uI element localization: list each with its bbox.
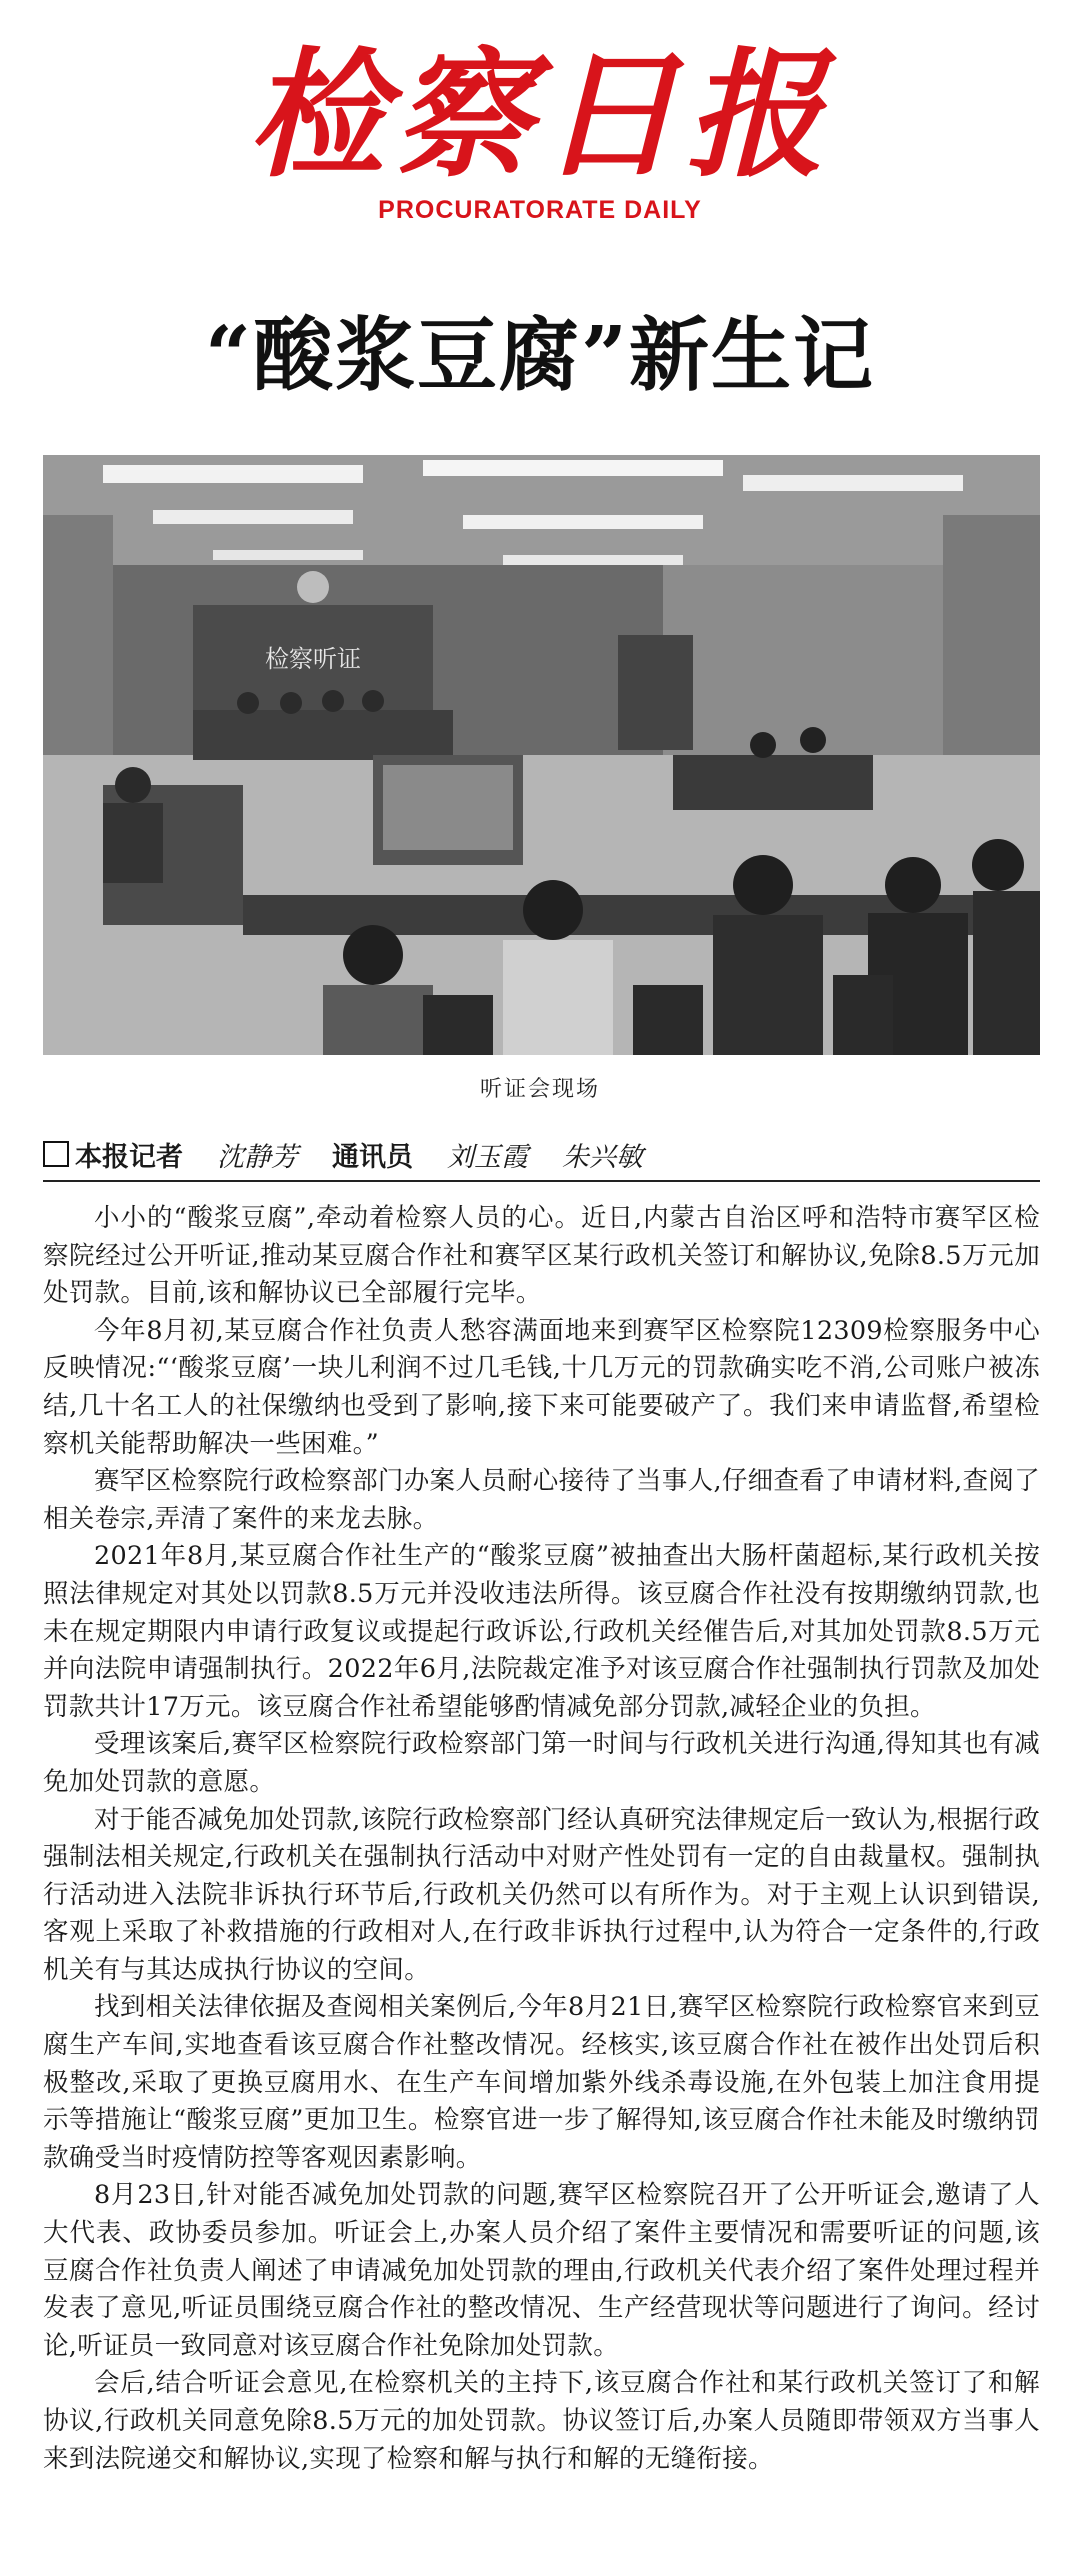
correspondent-name: 刘玉霞 [447,1141,528,1173]
article-paragraph: 会后,结合听证会意见,在检察机关的主持下,该豆腐合作社和某行政机关签订了和解协议,行政机关同意免除8.5万元的加处罚款。协议签订后,办案人员随即带领双方当事人来到法院递交和解协议,实现了检察和解与执行和解的无缝衔接。 [43,2368,1040,2474]
reporter-label: 本报记者 [75,1141,183,1173]
article-headline: “酸浆豆腐”新生记 [204,308,876,402]
hearing-photo [43,455,1040,1055]
correspondent-name: 朱兴敏 [562,1141,643,1173]
byline-box-icon [43,1141,69,1167]
masthead-subtitle: PROCURATORATE DAILY [378,196,702,224]
article-paragraph: 赛罕区检察院行政检察部门办案人员耐心接待了当事人,仔细查看了申请材料,查阅了相关卷宗,弄清了案件的来龙去脉。 [43,1466,1040,1534]
article-paragraph: 找到相关法律依据及查阅相关案例后,今年8月21日,赛罕区检察院行政检察官来到豆腐生产车间,实地查看该豆腐合作社整改情况。经核实,该豆腐合作社在被作出处罚后积极整改,采取了更换豆腐用水、在生产车间增加紫外线杀毒设施,在外包装上加注食用提示等措施让“酸浆豆腐”更加卫生。检察官进一步了解得知,该豆腐合作社未能及时缴纳罚款确受当时疫情防控等客观因素影响。 [43,1992,1040,2173]
correspondent-label: 通讯员 [332,1141,413,1173]
article-paragraph: 对于能否减免加处罚款,该院行政检察部门经认真研究法律规定后一致认为,根据行政强制法相关规定,行政机关在强制执行活动中对财产性处罚有一定的自由裁量权。强制执行活动进入法院非诉执行环节后,行政机关仍然可以有所作为。对于主观上认识到错误,客观上采取了补救措施的行政相对人,在行政非诉执行过程中,认为符合一定条件的,行政机关有与其达成执行协议的空间。 [43,1804,1040,1985]
reporter-name: 沈静芳 [217,1141,298,1173]
newspaper-masthead [0,30,1080,225]
byline-divider [43,1180,1040,1182]
article-paragraph: 今年8月初,某豆腐合作社负责人愁容满面地来到赛罕区检察院12309检察服务中心反映情况:“‘酸浆豆腐’一块儿利润不过几毛钱,十几万元的罚款确实吃不消,公司账户被冻结,几十名工人的社保缴纳也受到了影响,接下来可能要破产了。我们来申请监督,希望检察机关能帮助解决一些困难。” [43,1315,1040,1459]
wall-sign-text: 检察听证 [265,645,361,673]
article-paragraph: 小小的“酸浆豆腐”,牵动着检察人员的心。近日,内蒙古自治区呼和浩特市赛罕区检察院经过公开听证,推动某豆腐合作社和赛罕区某行政机关签订和解协议,免除8.5万元加处罚款。目前,该和解协议已全部履行完毕。 [43,1203,1040,1309]
article-paragraph: 8月23日,针对能否减免加处罚款的问题,赛罕区检察院召开了公开听证会,邀请了人大代表、政协委员参加。听证会上,办案人员介绍了案件主要情况和需要听证的问题,该豆腐合作社负责人阐述了申请减免加处罚款的理由,行政机关代表介绍了案件处理过程并发表了意见,听证员围绕豆腐合作社的整改情况、生产经营现状等问题进行了询问。经讨论,听证员一致同意对该豆腐合作社免除加处罚款。 [43,2180,1040,2361]
article-paragraph: 2021年8月,某豆腐合作社生产的“酸浆豆腐”被抽查出大肠杆菌超标,某行政机关按照法律规定对其处以罚款8.5万元并没收违法所得。该豆腐合作社没有按期缴纳罚款,也未在规定期限内申请行政复议或提起行政诉讼,行政机关经催告后,对其加处罚款8.5万元并向法院申请强制执行。2022年6月,法院裁定准予对该豆腐合作社强制执行罚款及加处罚款共计17万元。该豆腐合作社希望能够酌情减免部分罚款,减轻企业的负担。 [43,1541,1040,1722]
masthead-title: 检察日报 [247,33,832,196]
article-body [43,1200,1040,2478]
article-paragraph: 受理该案后,赛罕区检察院行政检察部门第一时间与行政机关进行沟通,得知其也有减免加处罚款的意愿。 [43,1729,1040,1797]
byline [43,1132,1040,1176]
photo-caption: 听证会现场 [479,1077,600,1102]
